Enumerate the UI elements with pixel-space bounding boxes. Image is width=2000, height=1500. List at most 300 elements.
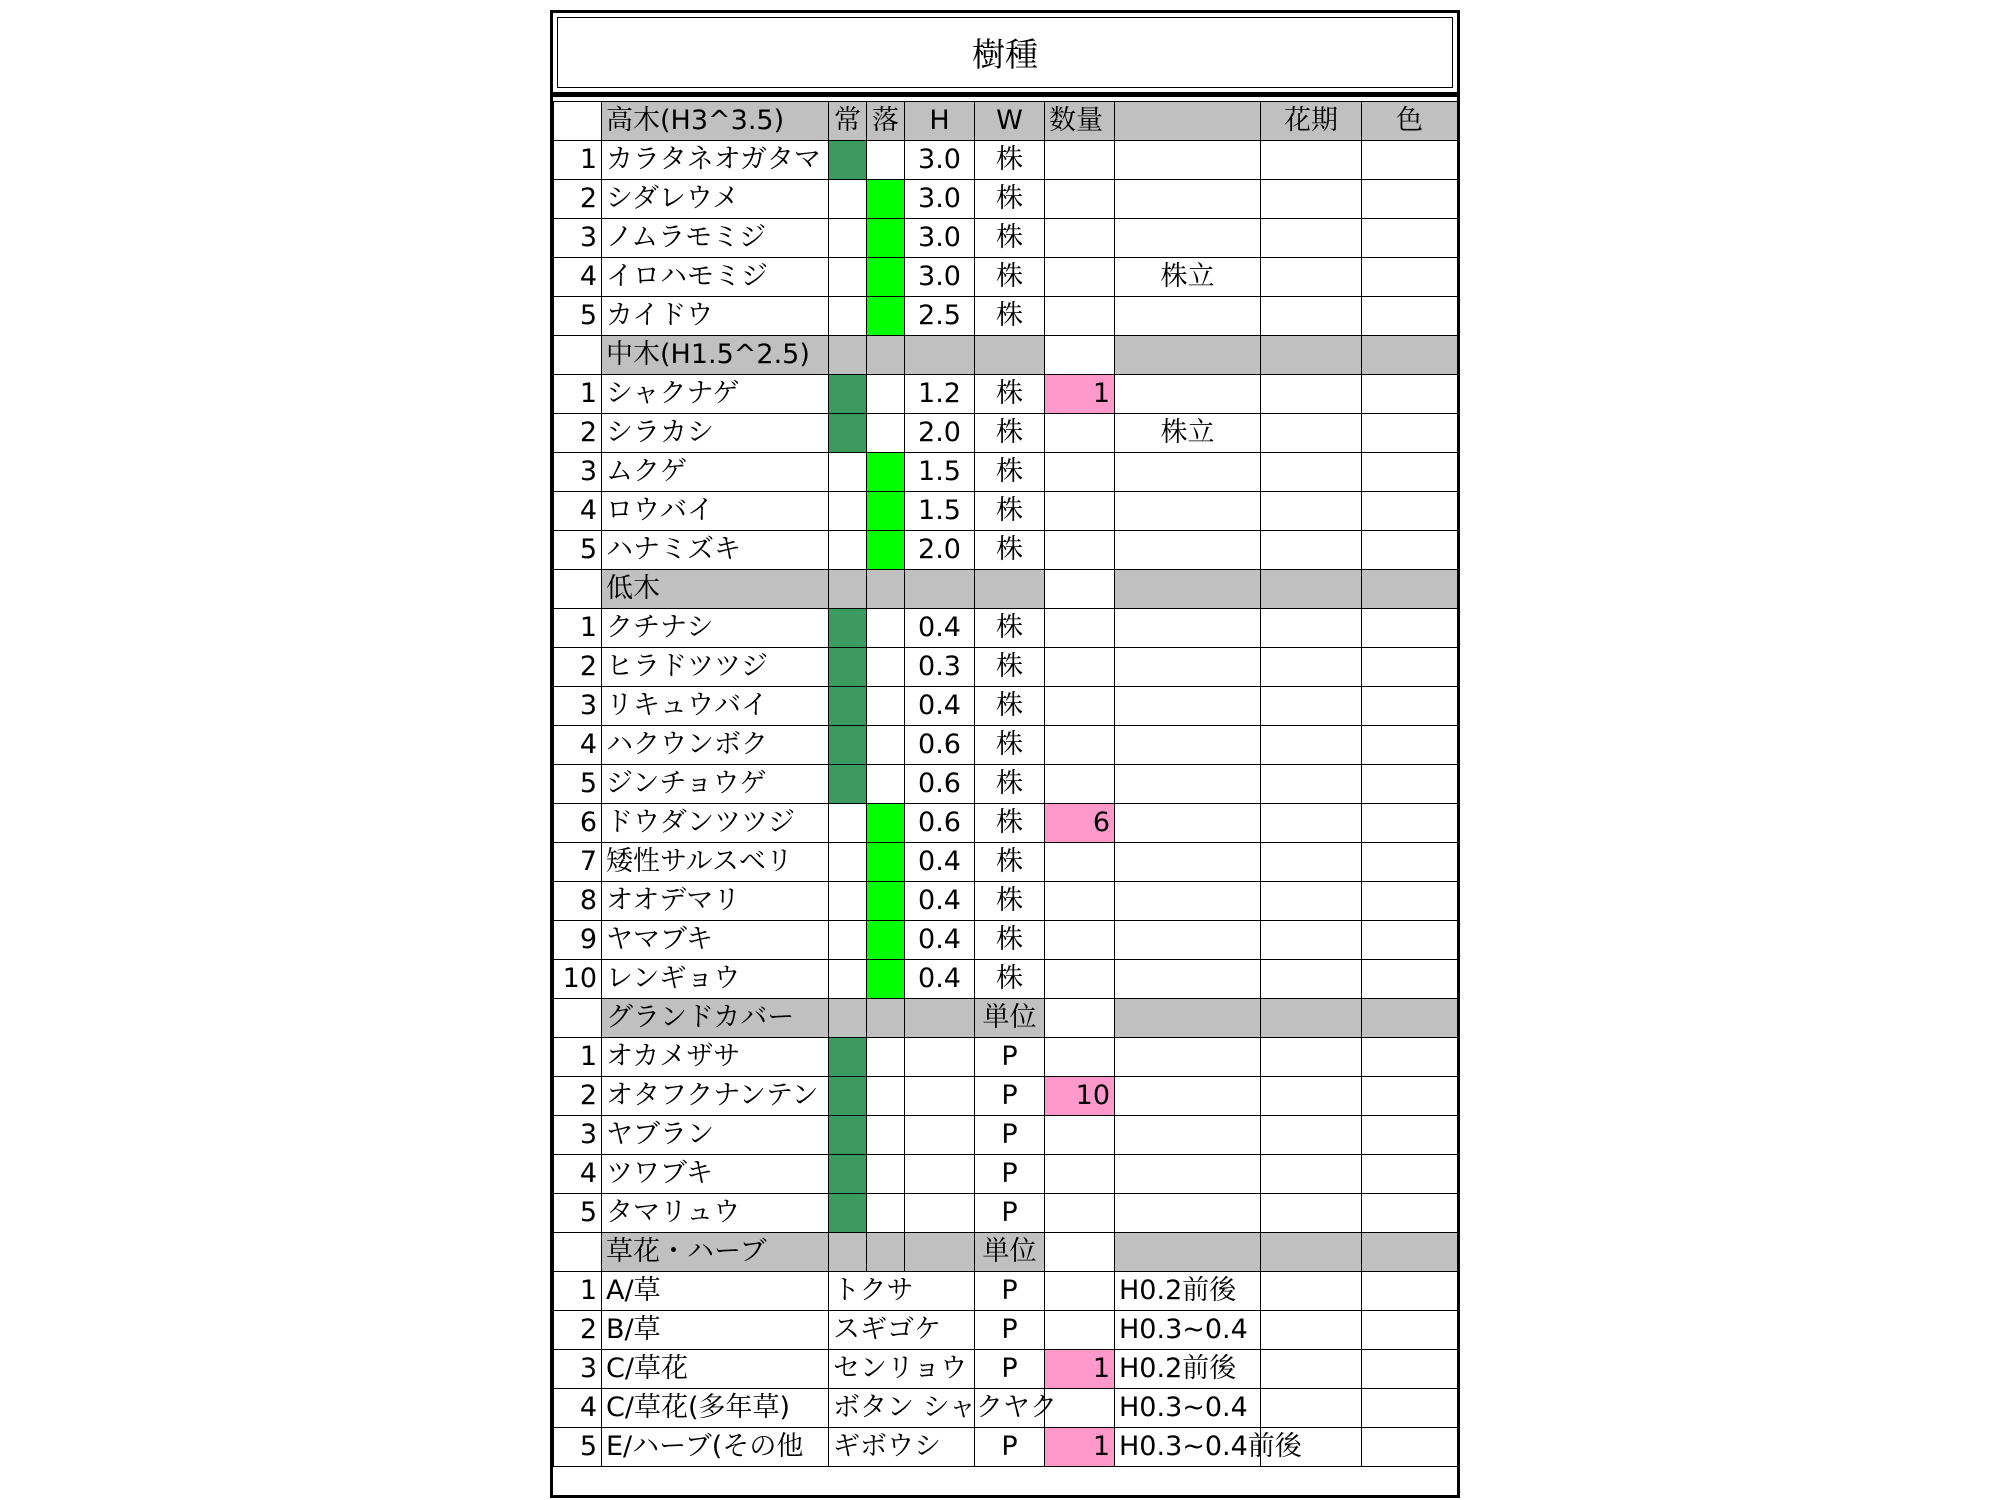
row-note bbox=[1115, 531, 1261, 570]
row-number: 6 bbox=[554, 804, 602, 843]
row-number: 4 bbox=[554, 1155, 602, 1194]
table-row bbox=[554, 375, 1458, 414]
row-name: ヤマブキ bbox=[602, 921, 829, 960]
row-h bbox=[905, 1077, 975, 1116]
row-h: 1.5 bbox=[905, 453, 975, 492]
row-color bbox=[1362, 375, 1458, 414]
row-name: ムクゲ bbox=[602, 453, 829, 492]
row-qty bbox=[1045, 141, 1115, 180]
row-note bbox=[1115, 1116, 1261, 1155]
row-name: ノムラモミジ bbox=[602, 219, 829, 258]
section-evergreen bbox=[829, 999, 867, 1038]
row-name: シラカシ bbox=[602, 414, 829, 453]
row-color bbox=[1362, 1350, 1458, 1389]
row-w: 株 bbox=[975, 843, 1045, 882]
row-bloom bbox=[1261, 1194, 1362, 1233]
section-h bbox=[905, 999, 975, 1038]
row-note bbox=[1115, 492, 1261, 531]
row-name: タマリュウ bbox=[602, 1194, 829, 1233]
row-note bbox=[1115, 609, 1261, 648]
row-qty bbox=[1045, 492, 1115, 531]
row-name: リキュウバイ bbox=[602, 687, 829, 726]
row-bloom bbox=[1261, 453, 1362, 492]
row-number: 10 bbox=[554, 960, 602, 999]
row-bloom bbox=[1261, 141, 1362, 180]
row-number: 2 bbox=[554, 414, 602, 453]
row-h: 0.4 bbox=[905, 921, 975, 960]
section-h bbox=[905, 336, 975, 375]
table-row bbox=[554, 1038, 1458, 1077]
row-number: 2 bbox=[554, 1311, 602, 1350]
row-color bbox=[1362, 648, 1458, 687]
section-h bbox=[905, 570, 975, 609]
row-color bbox=[1362, 609, 1458, 648]
row-w: 株 bbox=[975, 609, 1045, 648]
row-qty bbox=[1045, 609, 1115, 648]
row-number: 5 bbox=[554, 297, 602, 336]
row-qty bbox=[1045, 687, 1115, 726]
row-name: ドウダンツツジ bbox=[602, 804, 829, 843]
header-qty: 数量 bbox=[1045, 102, 1115, 141]
table-row bbox=[554, 765, 1458, 804]
row-color bbox=[1362, 1077, 1458, 1116]
row-evergreen bbox=[829, 648, 867, 687]
row-deciduous bbox=[867, 687, 905, 726]
row-w: P bbox=[975, 1077, 1045, 1116]
row-evergreen bbox=[829, 180, 867, 219]
table-row bbox=[554, 1428, 1458, 1467]
row-name: カイドウ bbox=[602, 297, 829, 336]
row-color bbox=[1362, 141, 1458, 180]
row-color bbox=[1362, 219, 1458, 258]
row-bloom bbox=[1261, 1077, 1362, 1116]
row-bloom bbox=[1261, 414, 1362, 453]
row-deciduous bbox=[867, 1116, 905, 1155]
row-number: 5 bbox=[554, 531, 602, 570]
table-row bbox=[554, 1077, 1458, 1116]
row-number: 2 bbox=[554, 180, 602, 219]
row-color bbox=[1362, 531, 1458, 570]
row-number: 1 bbox=[554, 1038, 602, 1077]
row-note: H0.3~0.4 bbox=[1115, 1389, 1261, 1428]
row-color bbox=[1362, 1155, 1458, 1194]
row-qty bbox=[1045, 648, 1115, 687]
row-qty bbox=[1045, 1272, 1115, 1311]
row-qty bbox=[1045, 180, 1115, 219]
row-deciduous bbox=[867, 726, 905, 765]
row-w: 株 bbox=[975, 960, 1045, 999]
row-h: 0.4 bbox=[905, 843, 975, 882]
row-note: H0.2前後 bbox=[1115, 1350, 1261, 1389]
row-color bbox=[1362, 1272, 1458, 1311]
row-w: 株 bbox=[975, 180, 1045, 219]
row-w: 株 bbox=[975, 648, 1045, 687]
row-name: オオデマリ bbox=[602, 882, 829, 921]
table-row bbox=[554, 414, 1458, 453]
row-name: クチナシ bbox=[602, 609, 829, 648]
row-note: H0.3~0.4前後 bbox=[1115, 1428, 1261, 1467]
row-deciduous bbox=[867, 141, 905, 180]
table-row bbox=[554, 1116, 1458, 1155]
section-unit bbox=[975, 336, 1045, 375]
section-color bbox=[1362, 336, 1458, 375]
row-w: 株 bbox=[975, 531, 1045, 570]
row-w: P bbox=[975, 1272, 1045, 1311]
row-deciduous bbox=[867, 804, 905, 843]
row-evergreen bbox=[829, 219, 867, 258]
row-number: 5 bbox=[554, 765, 602, 804]
header-no bbox=[554, 102, 602, 141]
row-note bbox=[1115, 141, 1261, 180]
row-deciduous bbox=[867, 180, 905, 219]
row-evergreen bbox=[829, 531, 867, 570]
row-evergreen bbox=[829, 1194, 867, 1233]
row-name: ハクウンボク bbox=[602, 726, 829, 765]
row-qty: 1 bbox=[1045, 1428, 1115, 1467]
row-bloom bbox=[1261, 1350, 1362, 1389]
row-evergreen bbox=[829, 1155, 867, 1194]
row-number: 4 bbox=[554, 1389, 602, 1428]
section-row bbox=[554, 1233, 1458, 1272]
row-w: 株 bbox=[975, 141, 1045, 180]
section-evergreen bbox=[829, 1233, 867, 1272]
row-color bbox=[1362, 1038, 1458, 1077]
row-h bbox=[905, 1194, 975, 1233]
row-plant: センリョウ bbox=[829, 1350, 975, 1389]
row-number: 1 bbox=[554, 609, 602, 648]
section-note bbox=[1115, 999, 1261, 1038]
row-note bbox=[1115, 921, 1261, 960]
row-color bbox=[1362, 180, 1458, 219]
row-w: 株 bbox=[975, 492, 1045, 531]
row-name: ロウバイ bbox=[602, 492, 829, 531]
row-note bbox=[1115, 1038, 1261, 1077]
header-deciduous: 落 bbox=[867, 102, 905, 141]
row-name: C/草花(多年草) bbox=[602, 1389, 829, 1428]
row-bloom bbox=[1261, 648, 1362, 687]
row-color bbox=[1362, 1389, 1458, 1428]
row-deciduous bbox=[867, 1077, 905, 1116]
row-note: H0.2前後 bbox=[1115, 1272, 1261, 1311]
row-number: 3 bbox=[554, 687, 602, 726]
row-bloom bbox=[1261, 1116, 1362, 1155]
section-label: 低木 bbox=[602, 570, 829, 609]
row-qty bbox=[1045, 1155, 1115, 1194]
section-deciduous bbox=[867, 999, 905, 1038]
row-color bbox=[1362, 297, 1458, 336]
header-row bbox=[554, 102, 1458, 141]
row-plant: スギゴケ bbox=[829, 1311, 975, 1350]
row-w: 株 bbox=[975, 804, 1045, 843]
row-w: 株 bbox=[975, 882, 1045, 921]
table-row bbox=[554, 1272, 1458, 1311]
table-body bbox=[554, 102, 1458, 1467]
row-name: シャクナゲ bbox=[602, 375, 829, 414]
row-color bbox=[1362, 1194, 1458, 1233]
row-name: ヤブラン bbox=[602, 1116, 829, 1155]
row-qty bbox=[1045, 843, 1115, 882]
row-deciduous bbox=[867, 960, 905, 999]
row-evergreen bbox=[829, 882, 867, 921]
row-name: カラタネオガタマ bbox=[602, 141, 829, 180]
row-h: 0.4 bbox=[905, 609, 975, 648]
row-deciduous bbox=[867, 921, 905, 960]
row-bloom bbox=[1261, 1272, 1362, 1311]
section-unit: 単位 bbox=[975, 1233, 1045, 1272]
section-unit bbox=[975, 570, 1045, 609]
row-note bbox=[1115, 726, 1261, 765]
row-number: 7 bbox=[554, 843, 602, 882]
table-row bbox=[554, 531, 1458, 570]
row-evergreen bbox=[829, 1038, 867, 1077]
section-qty bbox=[1045, 336, 1115, 375]
row-qty: 1 bbox=[1045, 375, 1115, 414]
row-bloom bbox=[1261, 180, 1362, 219]
section-qty bbox=[1045, 1233, 1115, 1272]
section-unit: 単位 bbox=[975, 999, 1045, 1038]
row-color bbox=[1362, 1428, 1458, 1467]
row-qty bbox=[1045, 453, 1115, 492]
section-deciduous bbox=[867, 1233, 905, 1272]
row-bloom bbox=[1261, 219, 1362, 258]
row-bloom bbox=[1261, 1311, 1362, 1350]
title-box bbox=[553, 13, 1457, 97]
section-deciduous bbox=[867, 570, 905, 609]
row-color bbox=[1362, 843, 1458, 882]
row-color bbox=[1362, 882, 1458, 921]
row-note bbox=[1115, 960, 1261, 999]
row-bloom bbox=[1261, 882, 1362, 921]
row-number: 3 bbox=[554, 1350, 602, 1389]
header-h: H bbox=[905, 102, 975, 141]
section-bloom bbox=[1261, 570, 1362, 609]
row-deciduous bbox=[867, 258, 905, 297]
row-qty bbox=[1045, 1311, 1115, 1350]
row-deciduous bbox=[867, 219, 905, 258]
row-note bbox=[1115, 648, 1261, 687]
section-bloom bbox=[1261, 336, 1362, 375]
table-row bbox=[554, 804, 1458, 843]
row-w: 株 bbox=[975, 453, 1045, 492]
row-qty bbox=[1045, 531, 1115, 570]
table-row bbox=[554, 1389, 1458, 1428]
row-number: 3 bbox=[554, 453, 602, 492]
row-qty bbox=[1045, 960, 1115, 999]
row-color bbox=[1362, 960, 1458, 999]
row-evergreen bbox=[829, 765, 867, 804]
row-h: 0.6 bbox=[905, 804, 975, 843]
row-w: 株 bbox=[975, 297, 1045, 336]
table-row bbox=[554, 141, 1458, 180]
row-note bbox=[1115, 765, 1261, 804]
tree-species-sheet bbox=[550, 10, 1460, 1498]
table-row bbox=[554, 843, 1458, 882]
header-evergreen: 常 bbox=[829, 102, 867, 141]
row-deciduous bbox=[867, 882, 905, 921]
row-h: 2.5 bbox=[905, 297, 975, 336]
row-bloom bbox=[1261, 609, 1362, 648]
row-h bbox=[905, 1116, 975, 1155]
row-name: レンギョウ bbox=[602, 960, 829, 999]
row-w: 株 bbox=[975, 414, 1045, 453]
section-deciduous bbox=[867, 336, 905, 375]
row-number: 9 bbox=[554, 921, 602, 960]
row-bloom bbox=[1261, 726, 1362, 765]
species-table bbox=[553, 101, 1458, 1467]
row-evergreen bbox=[829, 375, 867, 414]
row-color bbox=[1362, 258, 1458, 297]
page-title: 樹種 bbox=[972, 35, 1038, 74]
row-evergreen bbox=[829, 453, 867, 492]
row-qty bbox=[1045, 1194, 1115, 1233]
table-row bbox=[554, 492, 1458, 531]
row-name: B/草 bbox=[602, 1311, 829, 1350]
row-h bbox=[905, 1155, 975, 1194]
table-row bbox=[554, 609, 1458, 648]
row-deciduous bbox=[867, 1155, 905, 1194]
row-deciduous bbox=[867, 1194, 905, 1233]
row-h: 0.4 bbox=[905, 687, 975, 726]
row-name: ジンチョウゲ bbox=[602, 765, 829, 804]
table-row bbox=[554, 180, 1458, 219]
row-name: シダレウメ bbox=[602, 180, 829, 219]
row-w: 株 bbox=[975, 726, 1045, 765]
row-color bbox=[1362, 804, 1458, 843]
row-number: 5 bbox=[554, 1428, 602, 1467]
row-note: H0.3~0.4 bbox=[1115, 1311, 1261, 1350]
row-deciduous bbox=[867, 531, 905, 570]
section-row bbox=[554, 570, 1458, 609]
row-name: ツワブキ bbox=[602, 1155, 829, 1194]
section-bloom bbox=[1261, 1233, 1362, 1272]
row-evergreen bbox=[829, 921, 867, 960]
row-number: 2 bbox=[554, 648, 602, 687]
row-color bbox=[1362, 687, 1458, 726]
header-w: W bbox=[975, 102, 1045, 141]
row-note bbox=[1115, 804, 1261, 843]
row-bloom bbox=[1261, 765, 1362, 804]
row-w: P bbox=[975, 1311, 1045, 1350]
row-note bbox=[1115, 180, 1261, 219]
table-row bbox=[554, 453, 1458, 492]
row-name: オタフクナンテン bbox=[602, 1077, 829, 1116]
row-number: 2 bbox=[554, 1077, 602, 1116]
row-evergreen bbox=[829, 843, 867, 882]
row-bloom bbox=[1261, 297, 1362, 336]
row-w: P bbox=[975, 1155, 1045, 1194]
row-number: 1 bbox=[554, 375, 602, 414]
row-color bbox=[1362, 1311, 1458, 1350]
row-qty bbox=[1045, 414, 1115, 453]
row-w: P bbox=[975, 1194, 1045, 1233]
row-evergreen bbox=[829, 804, 867, 843]
row-note: 株立 bbox=[1115, 258, 1261, 297]
row-evergreen bbox=[829, 492, 867, 531]
section-note bbox=[1115, 1233, 1261, 1272]
section-label: 中木(H1.5^2.5) bbox=[602, 336, 829, 375]
header-color: 色 bbox=[1362, 102, 1458, 141]
row-plant: ボタン シャクヤク bbox=[829, 1389, 975, 1428]
row-qty: 1 bbox=[1045, 1350, 1115, 1389]
row-bloom bbox=[1261, 843, 1362, 882]
row-bloom bbox=[1261, 921, 1362, 960]
section-no bbox=[554, 999, 602, 1038]
row-w: P bbox=[975, 1116, 1045, 1155]
row-name: イロハモミジ bbox=[602, 258, 829, 297]
row-qty bbox=[1045, 921, 1115, 960]
table-row bbox=[554, 258, 1458, 297]
row-name: E/ハーブ(その他 bbox=[602, 1428, 829, 1467]
row-h: 3.0 bbox=[905, 180, 975, 219]
row-deciduous bbox=[867, 648, 905, 687]
row-color bbox=[1362, 492, 1458, 531]
section-color bbox=[1362, 1233, 1458, 1272]
row-h: 1.2 bbox=[905, 375, 975, 414]
row-deciduous bbox=[867, 843, 905, 882]
row-deciduous bbox=[867, 297, 905, 336]
section-bloom bbox=[1261, 999, 1362, 1038]
row-note bbox=[1115, 687, 1261, 726]
section-label: 草花・ハーブ bbox=[602, 1233, 829, 1272]
row-deciduous bbox=[867, 609, 905, 648]
section-color bbox=[1362, 999, 1458, 1038]
row-note bbox=[1115, 843, 1261, 882]
row-color bbox=[1362, 1116, 1458, 1155]
row-bloom bbox=[1261, 531, 1362, 570]
section-evergreen bbox=[829, 336, 867, 375]
row-w: 株 bbox=[975, 258, 1045, 297]
row-number: 3 bbox=[554, 219, 602, 258]
row-note: 株立 bbox=[1115, 414, 1261, 453]
row-evergreen bbox=[829, 726, 867, 765]
row-name: ハナミズキ bbox=[602, 531, 829, 570]
header-note bbox=[1115, 102, 1261, 141]
row-bloom bbox=[1261, 1389, 1362, 1428]
row-qty bbox=[1045, 219, 1115, 258]
row-deciduous bbox=[867, 1038, 905, 1077]
section-row bbox=[554, 999, 1458, 1038]
row-bloom bbox=[1261, 375, 1362, 414]
row-name: 矮性サルスベリ bbox=[602, 843, 829, 882]
section-note bbox=[1115, 570, 1261, 609]
row-name: ヒラドツツジ bbox=[602, 648, 829, 687]
row-number: 5 bbox=[554, 1194, 602, 1233]
row-number: 8 bbox=[554, 882, 602, 921]
row-number: 4 bbox=[554, 726, 602, 765]
row-evergreen bbox=[829, 414, 867, 453]
row-deciduous bbox=[867, 453, 905, 492]
table-row bbox=[554, 1350, 1458, 1389]
row-evergreen bbox=[829, 297, 867, 336]
row-w: 株 bbox=[975, 687, 1045, 726]
row-note bbox=[1115, 1077, 1261, 1116]
row-evergreen bbox=[829, 258, 867, 297]
header-name: 高木(H3^3.5) bbox=[602, 102, 829, 141]
table-row bbox=[554, 648, 1458, 687]
row-h bbox=[905, 1038, 975, 1077]
row-name: オカメザサ bbox=[602, 1038, 829, 1077]
row-deciduous bbox=[867, 765, 905, 804]
row-qty: 10 bbox=[1045, 1077, 1115, 1116]
row-note bbox=[1115, 882, 1261, 921]
row-bloom bbox=[1261, 1155, 1362, 1194]
table-row bbox=[554, 1194, 1458, 1233]
row-qty bbox=[1045, 882, 1115, 921]
row-color bbox=[1362, 453, 1458, 492]
row-color bbox=[1362, 414, 1458, 453]
row-qty bbox=[1045, 1116, 1115, 1155]
row-bloom bbox=[1261, 687, 1362, 726]
